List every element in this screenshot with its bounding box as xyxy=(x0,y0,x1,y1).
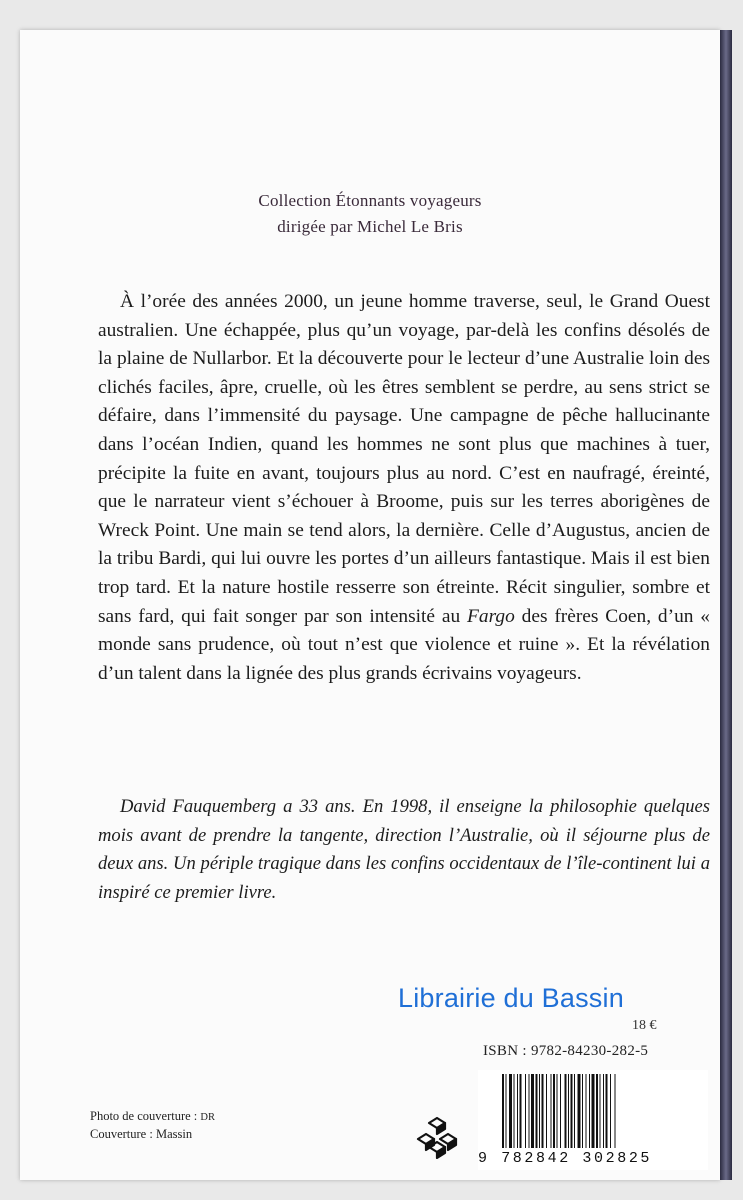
barcode xyxy=(500,1074,700,1148)
author-bio xyxy=(98,793,710,907)
collection-name: Collection Étonnants voyageurs xyxy=(258,191,482,210)
price-label: 18 € xyxy=(632,1018,657,1033)
summary-paragraph xyxy=(98,288,710,688)
summary-text-end: des frères Coen, d’un « monde sans prudence, où tout n’est que violence et ruine ». Et la révélation d’un talent dans la lignée des plus grands écrivains voyageurs. xyxy=(98,605,710,684)
stacked-books-logo-icon xyxy=(415,1115,459,1159)
cover-credit: Couverture : Massin xyxy=(90,1127,193,1141)
photo-credit-value: DR xyxy=(200,1112,215,1123)
credits xyxy=(90,1108,215,1143)
isbn-label: ISBN : 9782-84230-282-5 xyxy=(483,1043,649,1059)
bookseller-watermark: Librairie du Bassin xyxy=(398,983,624,1013)
collection-director: dirigée par Michel Le Bris xyxy=(277,217,463,236)
barcode-number: 9 782842 302825 xyxy=(478,1150,653,1167)
author-bio-text: David Fauquemberg a 33 ans. En 1998, il enseigne la philosophie quelques mois avant de prendre la tangente, direction l’Australie, où il séjourne plus de deux ans. Un périple tragique dans les confins occidentaux de l’île-continent lui a inspiré ce premier livre. xyxy=(98,796,710,903)
summary-text-start: À l’orée des années 2000, un jeune homme traverse, seul, le Grand Ouest australien. Une échappée, plus qu’un voyage, par-delà les confins désolés de la plaine de Nullarbor. Et la découverte pour le lecteur d’une Australie loin des clichés faciles, âpre, cruelle, où les êtres semblent se perdre, au sens strict se défaire, dans l’immensité du paysage. Une campagne de pêche hallucinante dans l’océan Indien, quand les hommes ne sont plus que machines à tuer, précipite la fuite en avant, toujours plus au nord. C’est en naufragé, éreinté, que le narrateur vient s’échouer à Broome, puis sur les terres aborigènes de Wreck Point. Une main se tend alors, la dernière. Celle d’Augustus, ancien de la tribu Bardi, qui lui ouvre les portes d’un ailleurs fantastique. Mais il est bien trop tard. Et la nature hostile resserre son étreinte. Récit singulier, sombre et sans fard, qui fait songer par son intensité au xyxy=(98,291,710,627)
book-summary xyxy=(98,288,710,688)
film-title: Fargo xyxy=(467,605,515,627)
photo-credit-label: Photo de couverture : xyxy=(90,1109,201,1123)
photo-credit xyxy=(90,1108,215,1126)
collection-header xyxy=(20,188,720,240)
spine-edge xyxy=(720,30,732,1180)
barcode-area xyxy=(478,1070,708,1170)
